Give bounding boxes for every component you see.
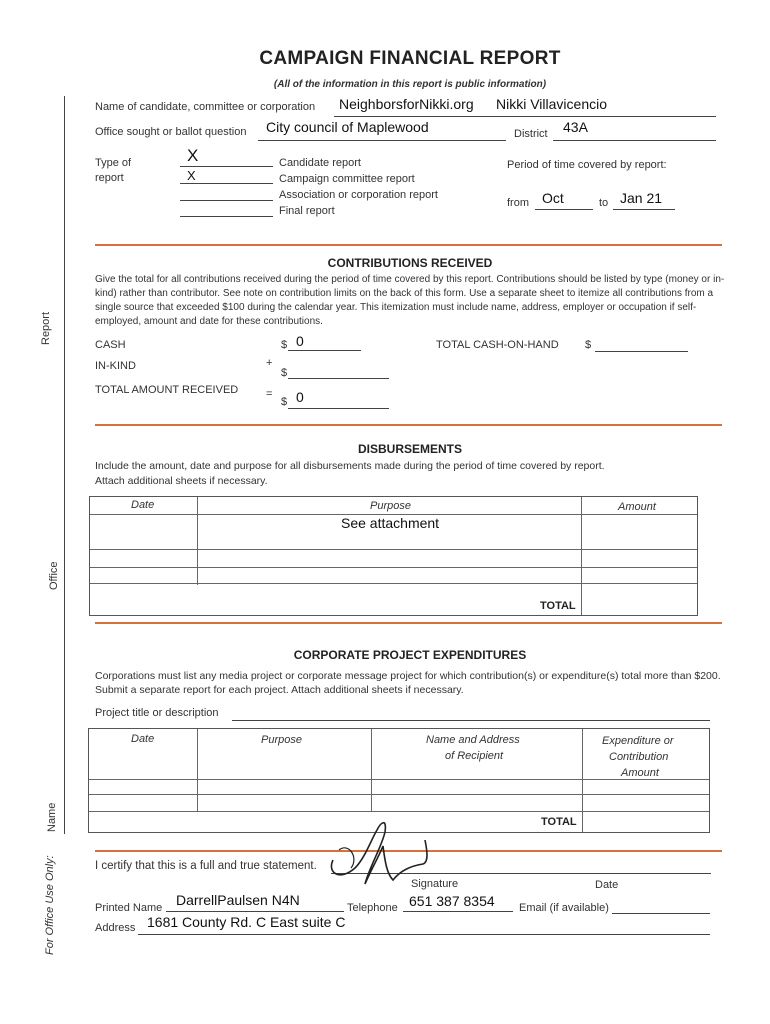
disb-col-purpose: Purpose [370, 500, 411, 512]
telephone-value[interactable]: 651 387 8354 [409, 893, 495, 909]
date-label: Date [595, 879, 619, 891]
report-type-line-4 [180, 216, 273, 217]
district-underline [553, 140, 716, 141]
office-underline [258, 140, 506, 141]
period-to-value[interactable]: Jan 21 [620, 190, 663, 206]
project-underline [232, 720, 710, 721]
disbursements-table [89, 496, 698, 616]
report-type-option-4: Final report [279, 205, 335, 217]
cash-dollar: $ [281, 339, 288, 351]
report-type-option-1: Candidate report [279, 157, 361, 169]
inkind-dollar: $ [281, 367, 288, 379]
address-underline [138, 934, 710, 935]
corporate-instructions: Corporations must list any media project or corporate message project for which contribution(s) or expenditure(s) total more than $200. Submit a separate report for each project. Attach additional sheets if necessary. [95, 670, 721, 696]
page-title: CAMPAIGN FINANCIAL REPORT [259, 48, 561, 69]
printed-name-label: Printed Name [95, 902, 163, 914]
disb-row1-purpose[interactable]: See attachment [341, 515, 440, 531]
corp-col-name-2: of Recipient [445, 750, 504, 762]
contributions-heading: CONTRIBUTIONS RECEIVED [327, 256, 493, 270]
corp-col-exp-3: Amount [621, 767, 659, 779]
inkind-underline [288, 378, 389, 379]
total-received-value[interactable]: 0 [296, 389, 304, 405]
name-value-2[interactable]: Nikki Villavicencio [496, 96, 608, 112]
total-received-dollar: $ [281, 396, 288, 408]
certify-statement: I certify that this is a full and true statement. [95, 860, 317, 872]
report-type-label-1: Type of [95, 157, 132, 169]
corp-total-label: TOTAL [541, 816, 577, 828]
office-label: Office sought or ballot question [95, 126, 247, 138]
name-value-1[interactable]: NeighborsforNikki.org [339, 96, 474, 112]
disb-row-line-3 [90, 567, 697, 568]
sidebar-office-label: Office [48, 561, 60, 590]
district-label: District [514, 128, 548, 140]
total-received-equals: = [266, 388, 273, 400]
disb-total-label: TOTAL [540, 600, 576, 612]
disbursements-instructions-2: Attach additional sheets if necessary. [95, 475, 268, 487]
report-type-line-1 [180, 166, 273, 167]
corp-col-name-1: Name and Address [426, 734, 520, 746]
period-from-underline [535, 209, 593, 210]
name-underline [334, 116, 716, 117]
report-type-mark-2[interactable]: X [187, 168, 196, 183]
sidebar-name-label: Name [46, 802, 58, 832]
report-type-option-3: Association or corporation report [279, 189, 438, 201]
disbursements-heading: DISBURSEMENTS [357, 442, 462, 456]
signature-stroke-2 [339, 848, 354, 868]
email-label: Email (if available) [519, 902, 609, 914]
disb-col-date: Date [131, 499, 155, 511]
disb-col-amount: Amount [618, 501, 656, 513]
printed-name-value[interactable]: DarrellPaulsen N4N [176, 892, 300, 908]
total-received-label: TOTAL AMOUNT RECEIVED [95, 384, 239, 396]
email-underline [612, 913, 710, 914]
disb-col-line-1 [197, 497, 198, 585]
corporate-heading: CORPORATE PROJECT EXPENDITURES [293, 648, 527, 662]
disb-row-line-4 [90, 583, 697, 584]
corp-col-date: Date [131, 733, 155, 745]
corp-row-line-2 [89, 794, 709, 795]
contributions-instructions: Give the total for all contributions received during the period of time covered by this report. Contributions should be listed by type (money or in-kind) rather than contributor. See note on contribution limits on the back of this form. Use a separate sheet to itemize all contributions from a single source that exceeded $100 during the calendar year. This itemization must include name, address, employer or occupation if self-employed, amount and date for these contributions. [95, 274, 725, 327]
corp-col-purpose: Purpose [261, 734, 302, 746]
inkind-plus: + [266, 357, 273, 369]
cash-on-hand-underline [595, 351, 688, 352]
disb-col-line-2 [581, 497, 582, 615]
address-value[interactable]: 1681 County Rd. C East suite C [147, 914, 346, 930]
corp-col-line-2 [371, 729, 372, 812]
period-from-label: from [507, 197, 529, 209]
period-to-label: to [599, 197, 609, 209]
sidebar-office-use-label: For Office Use Only: [44, 855, 56, 955]
report-type-mark-1[interactable]: X [187, 146, 199, 165]
page-subtitle: (All of the information in this report is public information) [273, 79, 547, 90]
disbursements-instructions-1: Include the amount, date and purpose for all disbursements made during the period of time covered by report. [95, 460, 605, 472]
name-label: Name of candidate, committee or corporation [95, 101, 316, 113]
divider-contributions [95, 244, 722, 246]
telephone-label: Telephone [347, 902, 398, 914]
report-type-line-3 [180, 200, 273, 201]
signature-stroke [331, 823, 427, 884]
printed-name-underline [166, 911, 344, 912]
divider-corporate [95, 622, 722, 624]
report-type-option-2: Campaign committee report [279, 173, 415, 185]
divider-disbursements [95, 424, 722, 426]
sidebar-rule [64, 96, 65, 834]
period-label: Period of time covered by report: [507, 159, 667, 171]
report-type-label-2: report [95, 172, 124, 184]
report-type-line-2 [180, 183, 273, 184]
telephone-underline [403, 911, 513, 912]
project-label: Project title or description [95, 707, 219, 719]
inkind-label: IN-KIND [95, 360, 136, 372]
corp-col-exp-2: Contribution [609, 751, 669, 763]
cash-label: CASH [95, 339, 126, 351]
cash-underline [288, 350, 361, 351]
district-value[interactable]: 43A [563, 119, 588, 135]
corp-row-line-1 [89, 779, 709, 780]
sidebar-report-label: Report [40, 311, 52, 345]
corp-col-line-3 [582, 729, 583, 832]
cash-on-hand-dollar: $ [585, 339, 592, 351]
signature-label: Signature [411, 878, 459, 890]
period-to-underline [613, 209, 675, 210]
cash-on-hand-label: TOTAL CASH-ON-HAND [436, 339, 559, 351]
corp-col-line-1 [197, 729, 198, 812]
address-label: Address [95, 922, 136, 934]
corp-col-exp-1: Expenditure or [602, 735, 674, 747]
total-received-underline [288, 408, 389, 409]
disb-row-line-2 [90, 549, 697, 550]
cash-value[interactable]: 0 [296, 333, 304, 349]
office-value[interactable]: City council of Maplewood [266, 119, 429, 135]
period-from-value[interactable]: Oct [542, 190, 564, 206]
